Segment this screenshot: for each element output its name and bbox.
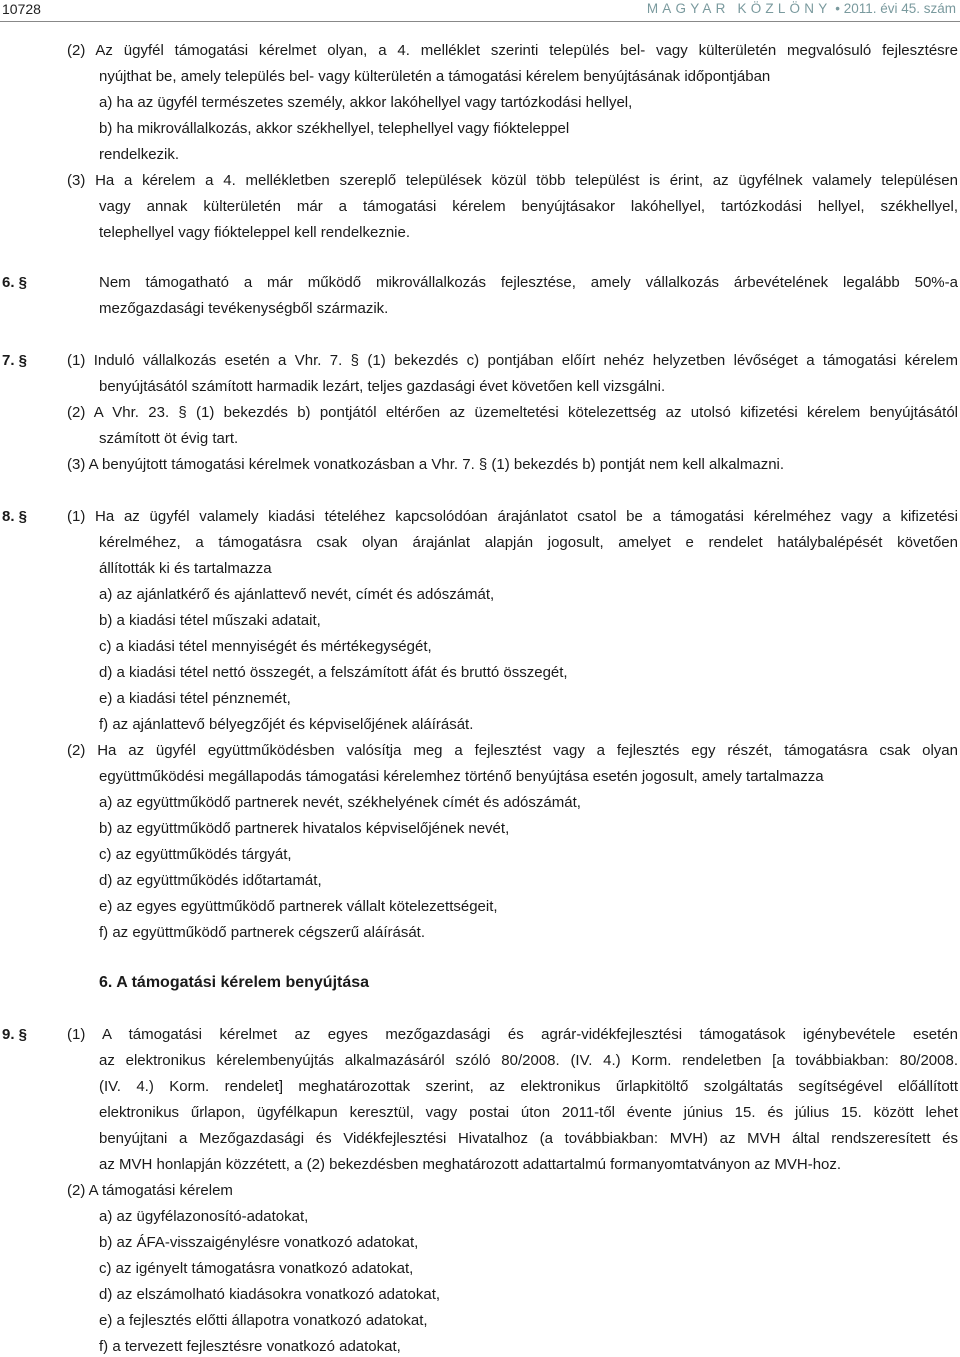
text-line-s8-p2-b: b) az együttműködő partnerek hivatalos képviselőjének nevét, [99, 820, 510, 837]
header-rule [0, 21, 960, 22]
text-line-ch6-heading: 6. A támogatási kérelem benyújtása [99, 974, 370, 991]
journal-title [647, 0, 956, 18]
text-line-s9-p1-l3: (IV. 4.) Korm. rendelet] meghatározottak szerint, az elektronikus űrlapkitöltő szolgáltatás segítségével előállított [99, 1078, 958, 1095]
text-line-s9-p1-l4: elektronikus űrlapon, ügyfélkapun keresztül, vagy postai úton 2011-től évente június 15. és július 15. között lehet [99, 1104, 958, 1121]
issue-label: 2011. évi 45. szám [843, 1, 956, 16]
text-line-s8-p1-e: e) a kiadási tétel pénznemét, [99, 690, 291, 707]
text-line-s8-p2-a: a) az együttműködő partnerek nevét, székhelyének címét és adószámát, [99, 794, 581, 811]
text-line-p3-l1: (3) Ha a kérelem a 4. mellékletben szereplő települések közül több települést is érint, az ügyfélnek valamely településen [67, 172, 958, 189]
bullet-separator: • [835, 1, 840, 16]
text-line-s8-p1-b: b) a kiadási tétel műszaki adatait, [99, 612, 321, 629]
text-line-p2-a: a) ha az ügyfél természetes személy, akkor lakóhellyel vagy tartózkodási hellyel, [99, 94, 633, 111]
page-number: 10728 [2, 1, 41, 17]
text-line-s9-p1-l5: benyújtani a Mezőgazdasági és Vidékfejlesztési Hivatalhoz (a továbbiakban: MVH) az MVH által rendszeresített és [99, 1130, 958, 1147]
text-line-s6-l2: mezőgazdasági tevékenységből származik. [99, 300, 389, 317]
text-line-s7-p2-l1: (2) A Vhr. 23. § (1) bekezdés b) pontjától eltérően az üzemeltetési kötelezettség az utolsó kifizetési kérelem benyújtásától [67, 404, 958, 421]
text-line-s9-p2-c: c) az igényelt támogatásra vonatkozó adatokat, [99, 1260, 414, 1277]
text-line-s8-p1-l1: (1) Ha az ügyfél valamely kiadási tételéhez kapcsolódóan árajánlatot csatol be a támogatási kérelméhez vagy a kifizetési [67, 508, 958, 525]
text-line-s9-p2-e: e) a fejlesztés előtti állapotra vonatkozó adatokat, [99, 1312, 428, 1329]
text-line-s8-p1-d: d) a kiadási tétel nettó összegét, a felszámított áfát és bruttó összegét, [99, 664, 568, 681]
page-header [0, 0, 960, 24]
text-line-s9-p1-l2: az elektronikus kérelembenyújtás alkalmazásáról szóló 80/2008. (IV. 4.) Korm. rendeletben [a továbbiakban: 80/2008. [99, 1052, 958, 1069]
text-line-s9-p2-l1: (2) A támogatási kérelem [67, 1182, 233, 1199]
text-line-s8-p2-f: f) az együttműködő partnerek cégszerű aláírását. [99, 924, 426, 941]
text-line-s9-p2-f: f) a tervezett fejlesztésre vonatkozó adatokat, [99, 1338, 401, 1355]
text-line-s9-p2-d: d) az elszámolható kiadásokra vonatkozó adatokat, [99, 1286, 441, 1303]
text-line-s8-num: 8. § [2, 508, 28, 525]
text-line-s8-p2-d: d) az együttműködés időtartamát, [99, 872, 322, 889]
text-line-p3-l3: telephellyel vagy fiókteleppel kell rendelkeznie. [99, 224, 411, 241]
text-line-s8-p1-l3: állították ki és tartalmazza [99, 560, 272, 577]
text-line-p2-end: rendelkezik. [99, 146, 180, 163]
text-line-s7-p2-l2: számított öt évig tart. [99, 430, 239, 447]
text-line-s6-num: 6. § [2, 274, 28, 291]
text-line-s8-p1-a: a) az ajánlatkérő és ajánlattevő nevét, címét és adószámát, [99, 586, 495, 603]
text-line-s8-p2-l2: együttműködési megállapodás támogatási kérelemhez történő benyújtása esetén jogosult, amely tartalmazza [99, 768, 824, 785]
text-line-s8-p2-l1: (2) Ha az ügyfél együttműködésben valósítja meg a fejlesztést vagy a fejlesztés egy részét, támogatásra csak olyan [67, 742, 958, 759]
text-line-s9-p1-l1: (1) A támogatási kérelmet az egyes mezőgazdasági és agrár-vidékfejlesztési támogatások igénybevétele esetén [67, 1026, 958, 1043]
text-line-s8-p2-c: c) az együttműködés tárgyát, [99, 846, 292, 863]
text-line-s9-num: 9. § [2, 1026, 28, 1043]
text-line-s8-p2-e: e) az egyes együttműködő partnerek vállalt kötelezettségeit, [99, 898, 498, 915]
text-line-s7-num: 7. § [2, 352, 28, 369]
journal-name: MAGYAR KÖZLÖNY [646, 1, 832, 16]
text-line-p2-l2: nyújthat be, amely település bel- vagy külterületén a támogatási kérelem benyújtásának időpontjában [99, 68, 771, 85]
text-line-p2-b: b) ha mikrovállalkozás, akkor székhellyel, telephellyel vagy fiókteleppel [99, 120, 570, 137]
text-line-p2-l1: (2) Az ügyfél támogatási kérelmet olyan, a 4. melléklet szerinti település bel- vagy külterületén megvalósuló fejlesztésre [67, 42, 958, 59]
text-line-s6-l1: Nem támogatható a már működő mikrovállalkozás fejlesztése, amely vállalkozás árbevételének legalább 50%-a [99, 274, 958, 291]
text-line-s9-p2-b: b) az ÁFA-visszaigénylésre vonatkozó adatokat, [99, 1234, 419, 1251]
text-line-p3-l2: vagy annak külterületén már a támogatási kérelem benyújtásakor lakóhellyel, tartózkodási hellyel, székhellyel, [99, 198, 958, 215]
text-line-s8-p1-c: c) a kiadási tétel mennyiségét és mértékegységét, [99, 638, 432, 655]
text-line-s8-p1-f: f) az ajánlattevő bélyegzőjét és képviselőjének aláírását. [99, 716, 474, 733]
text-line-s8-p1-l2: kérelméhez, a támogatásra csak olyan árajánlat alapján jogosult, amelyet e rendelet hatálybalépését követően [99, 534, 958, 551]
text-line-s9-p1-l6: az MVH honlapján közzétett, a (2) bekezdésben meghatározott adattartalmú formanyomtatványon az MVH-hoz. [99, 1156, 842, 1173]
text-line-s7-p1-l1: (1) Induló vállalkozás esetén a Vhr. 7. § (1) bekezdés c) pontjában előírt nehéz helyzetben lévőséget a támogatási kérelem [67, 352, 958, 369]
text-line-s9-p2-a: a) az ügyfélazonosító-adatokat, [99, 1208, 309, 1225]
text-line-s7-p1-l2: benyújtásától számított harmadik lezárt, teljes gazdasági évet követően kell vizsgálni. [99, 378, 666, 395]
text-line-s7-p3: (3) A benyújtott támogatási kérelmek vonatkozásban a Vhr. 7. § (1) bekezdés b) pontját nem kell alkalmazni. [67, 456, 785, 473]
